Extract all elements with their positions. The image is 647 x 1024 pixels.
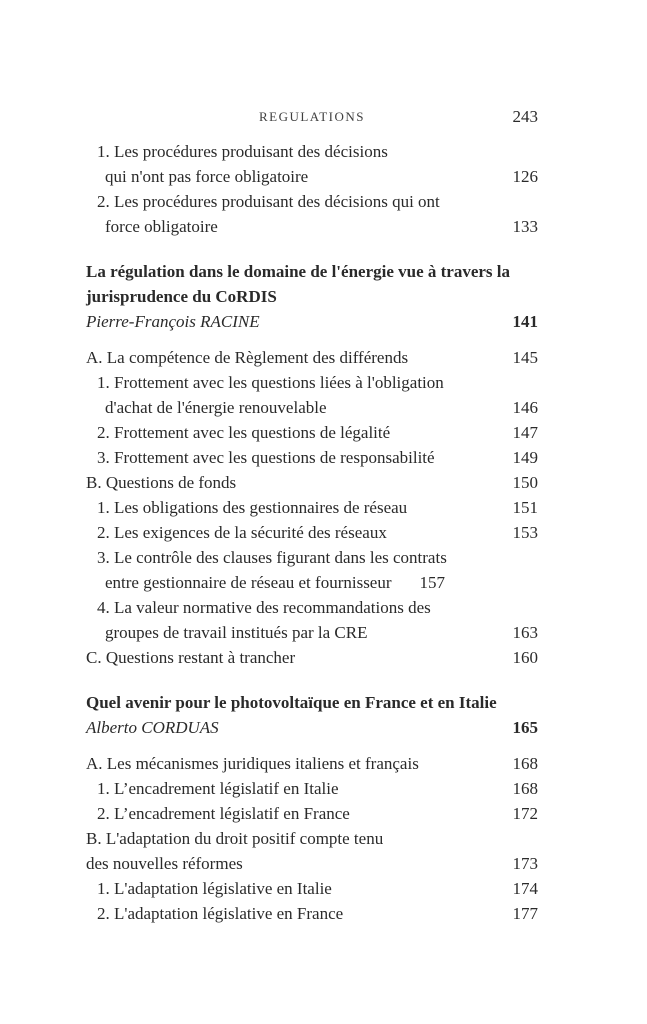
toc-entry-text: 1. Les obligations des gestionnaires de réseau <box>97 498 408 517</box>
toc-entry <box>86 470 538 495</box>
toc-entry-text: 1. Frottement avec les questions liées à l'obligation <box>97 373 444 392</box>
toc-entry <box>86 645 538 670</box>
toc-entry-page: 163 <box>512 623 538 642</box>
toc-entry-text: 2. L'adaptation législative en France <box>97 904 344 923</box>
toc-entry-text: 2. Les procédures produisant des décisions qui ont <box>97 192 440 211</box>
toc-entry-text: qui n'ont pas force obligatoire <box>105 167 309 186</box>
chapter-author: Pierre-François RACINE <box>86 312 260 331</box>
toc-section-previous-chapter <box>86 139 538 239</box>
chapter-author-line <box>86 309 538 334</box>
running-title: REGULATIONS <box>258 109 366 124</box>
toc-entry-page: 149 <box>512 448 538 467</box>
toc-entry-page: 168 <box>512 779 538 798</box>
toc-entry <box>86 164 538 189</box>
toc-entry-text: B. L'adaptation du droit positif compte tenu <box>86 829 384 848</box>
toc-entry <box>86 520 538 545</box>
chapter-title-text: Quel avenir pour le photovoltaïque en France et en Italie <box>86 693 497 712</box>
toc-entry-text: groupes de travail institués par la CRE <box>105 623 368 642</box>
toc-entry-text: A. La compétence de Règlement des différends <box>86 348 409 367</box>
chapter-heading-racine <box>86 259 538 334</box>
toc-entry <box>86 395 538 420</box>
chapter-title-text: La régulation dans le domaine de l'énergie vue à travers la <box>86 262 511 281</box>
chapter-heading-corduas <box>86 690 538 740</box>
toc-entry <box>86 445 538 470</box>
toc-entry-page: 133 <box>512 217 538 236</box>
toc-entry-page: 150 <box>512 473 538 492</box>
toc-entry-page: 146 <box>512 398 538 417</box>
toc-entry-page: 151 <box>512 498 538 517</box>
toc-entry-text: 2. Frottement avec les questions de légalité <box>97 423 391 442</box>
toc-entry-text: A. Les mécanismes juridiques italiens et français <box>86 754 419 773</box>
toc-entry-page: 173 <box>512 854 538 873</box>
toc-entry <box>86 420 538 445</box>
toc-entry <box>86 876 538 901</box>
toc-entry-page: 168 <box>512 754 538 773</box>
toc-entry <box>86 801 538 826</box>
toc-entry-page: 174 <box>512 879 538 898</box>
chapter-page: 165 <box>512 718 538 737</box>
toc-entry <box>86 776 538 801</box>
toc-entry-text: C. Questions restant à trancher <box>86 648 296 667</box>
toc-entry-page: 160 <box>512 648 538 667</box>
folio-page-number: 243 <box>512 107 538 126</box>
toc-section-corduas <box>86 751 538 926</box>
toc-entry-text: 1. Les procédures produisant des décisions <box>97 142 388 161</box>
chapter-author-line <box>86 715 538 740</box>
toc-entry <box>86 751 538 776</box>
toc-section-racine <box>86 345 538 670</box>
toc-entry-text: B. Questions de fonds <box>86 473 237 492</box>
toc-entry-page: 172 <box>512 804 538 823</box>
toc-entry-page: 145 <box>512 348 538 367</box>
toc-entry-text: d'achat de l'énergie renouvelable <box>105 398 327 417</box>
toc-entry <box>86 139 538 164</box>
toc-entry-text: 3. Frottement avec les questions de responsabilité <box>97 448 435 467</box>
page-header <box>86 104 538 129</box>
toc-entry <box>86 189 538 214</box>
toc-entry-page: 157 <box>419 573 446 592</box>
toc-entry <box>86 851 538 876</box>
toc-entry-text: 3. Le contrôle des clauses figurant dans les contrats <box>97 548 447 567</box>
chapter-title-text: jurisprudence du CoRDIS <box>86 287 277 306</box>
chapter-author: Alberto CORDUAS <box>86 718 219 737</box>
toc-entry <box>86 826 538 851</box>
toc-entry <box>86 370 538 395</box>
toc-entry-text: force obligatoire <box>105 217 218 236</box>
chapter-title-line <box>86 259 538 284</box>
toc-entry <box>86 545 538 570</box>
toc-content <box>86 104 538 926</box>
toc-entry-text: entre gestionnaire de réseau et fournisseur <box>105 573 392 592</box>
toc-entry-page: 153 <box>512 523 538 542</box>
chapter-title-line <box>86 284 538 309</box>
toc-entry-text: 1. L'adaptation législative en Italie <box>97 879 332 898</box>
chapter-page: 141 <box>512 312 538 331</box>
toc-entry-text: 4. La valeur normative des recommandations des <box>97 598 431 617</box>
chapter-title-line <box>86 690 538 715</box>
toc-entry <box>86 595 538 620</box>
toc-entry <box>86 570 538 595</box>
toc-entry-text: 2. Les exigences de la sécurité des réseaux <box>97 523 387 542</box>
toc-entry-page: 126 <box>512 167 538 186</box>
toc-entry-text: des nouvelles réformes <box>86 854 243 873</box>
toc-entry-text: 2. L’encadrement législatif en France <box>97 804 350 823</box>
toc-entry <box>86 495 538 520</box>
toc-entry <box>86 901 538 926</box>
toc-entry-page: 177 <box>512 904 538 923</box>
toc-entry <box>86 214 538 239</box>
toc-entry-page: 147 <box>512 423 538 442</box>
toc-entry-text: 1. L’encadrement législatif en Italie <box>97 779 339 798</box>
toc-entry <box>86 620 538 645</box>
toc-entry <box>86 345 538 370</box>
